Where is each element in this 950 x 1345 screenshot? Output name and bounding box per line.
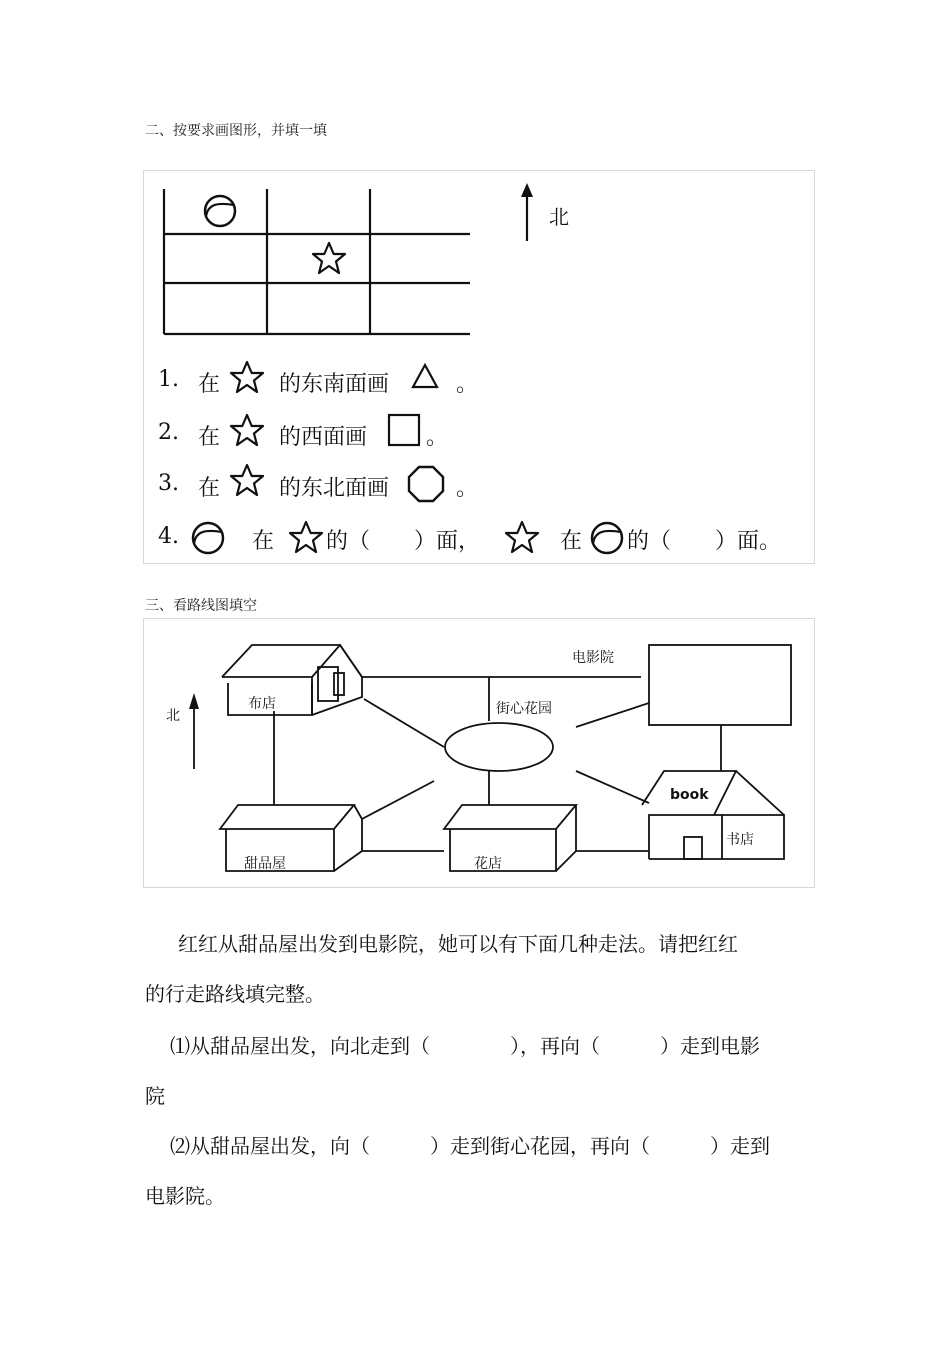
item4-number: 4. — [158, 524, 179, 549]
item4-star-icon-b — [506, 522, 538, 552]
book-sign: book — [670, 787, 709, 803]
q1-line1: ⑴从甜品屋出发，向北走到（ ），再向（ ）走到电影 — [170, 1034, 760, 1058]
item2-zai: 在 — [198, 425, 221, 450]
road-garden-book — [576, 771, 649, 803]
square-icon — [389, 415, 419, 445]
item1-text: 的东南面画 — [279, 372, 390, 397]
item2-star-icon — [231, 415, 263, 445]
route-map-drawing — [144, 619, 814, 887]
bookstore-building — [642, 771, 784, 859]
q2-line1: ⑵从甜品屋出发，向（ ）走到街心花园，再向（ ）走到 — [170, 1134, 770, 1158]
cinema-label: 电影院 — [572, 650, 614, 666]
item4-blank-b: 的（ ）面。 — [627, 529, 782, 554]
flower-shop-building — [444, 805, 576, 871]
road-dessert-garden — [362, 781, 434, 819]
item2-end: 。 — [426, 425, 449, 450]
road-cloth-garden — [364, 699, 444, 747]
item1-zai: 在 — [198, 372, 221, 397]
star-icon — [313, 243, 345, 273]
intro-line2: 的行走路线填完整。 — [145, 982, 325, 1006]
circle-marker-icon — [205, 196, 235, 226]
route-map-figure — [143, 618, 815, 888]
garden-ellipse — [445, 723, 553, 771]
map-north-label: 北 — [166, 708, 180, 724]
item3-end: 。 — [456, 476, 479, 501]
cloth-store-label: 布店 — [248, 696, 276, 712]
north-arrow-icon — [521, 183, 533, 241]
cinema-building — [649, 645, 791, 725]
bookstore-label: 书店 — [726, 832, 754, 848]
direction-grid-figure — [143, 170, 815, 564]
item4-circle-icon-b — [592, 523, 622, 553]
section2-heading: 二、按要求画图形，并填一填 — [145, 123, 327, 139]
grid-drawing — [144, 171, 814, 563]
item3-star-icon — [231, 465, 263, 495]
item3-zai: 在 — [198, 476, 221, 501]
grid-lines — [164, 189, 470, 334]
dessert-shop-label: 甜品屋 — [244, 856, 286, 872]
item4-circle-icon-a — [193, 523, 223, 553]
item1-star-icon — [231, 362, 263, 392]
road-garden-cinema — [576, 703, 649, 727]
item2-text: 的西面画 — [279, 425, 368, 450]
dessert-shop-building — [220, 805, 362, 871]
item4-star-icon-a — [290, 522, 322, 552]
north-label: 北 — [549, 205, 569, 229]
item3-text: 的东北面画 — [279, 476, 390, 501]
cloth-store-building — [222, 645, 362, 715]
q2-line2: 电影院。 — [145, 1184, 225, 1208]
flower-shop-label: 花店 — [474, 856, 502, 872]
item4-zai-a: 在 — [252, 529, 275, 554]
garden-label: 街心花园 — [496, 701, 552, 717]
triangle-icon — [413, 365, 437, 387]
item4-zai-b: 在 — [560, 529, 583, 554]
item3-number: 3. — [158, 471, 179, 496]
item4-blank-a: 的（ ）面， — [326, 529, 481, 554]
q1-line2: 院 — [145, 1084, 165, 1108]
intro-line1: 红红从甜品屋出发到电影院，她可以有下面几种走法。请把红红 — [178, 932, 738, 956]
item2-number: 2. — [158, 420, 179, 445]
item1-end: 。 — [456, 372, 479, 397]
section3-heading: 三、看路线图填空 — [145, 598, 257, 614]
item1-number: 1. — [158, 367, 179, 392]
octagon-icon — [409, 467, 443, 501]
map-north-arrowhead-icon — [189, 693, 199, 709]
